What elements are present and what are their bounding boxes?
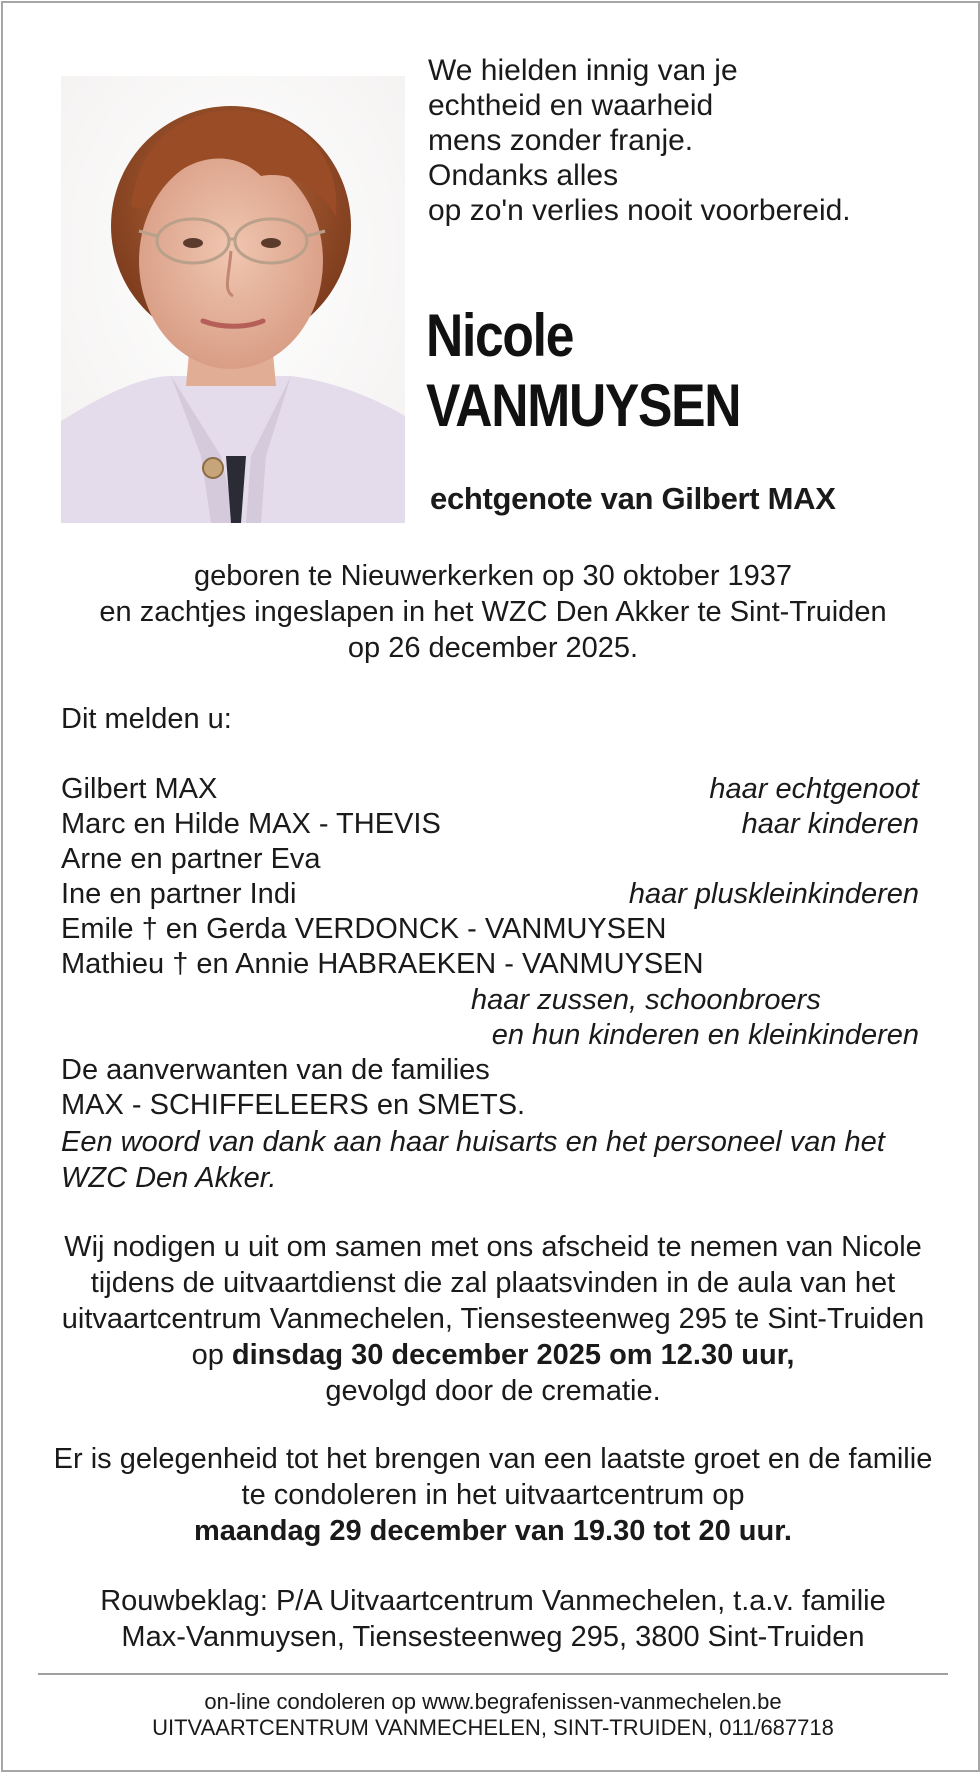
families-row <box>61 1087 919 1123</box>
relative-relation: haar kinderen <box>741 808 919 840</box>
poem-line: echtheid en waarheid <box>428 89 714 122</box>
ceremony-info <box>43 1229 943 1409</box>
siblings-relation-row <box>61 982 919 1018</box>
relative-row <box>61 911 919 947</box>
relative-name: Arne en partner Eva <box>61 843 321 875</box>
relative-row <box>61 806 919 842</box>
portrait-image <box>61 76 405 523</box>
first-name: Nicole <box>426 302 574 369</box>
poem-line: op zo'n verlies nooit voorbereid. <box>428 194 851 227</box>
deceased-name <box>426 301 740 441</box>
relative-name: Ine en partner Indi <box>61 878 297 910</box>
mourning-address <box>43 1583 943 1655</box>
ceremony-follow-up: gevolgd door de crematie. <box>325 1375 661 1407</box>
siblings-relation-row <box>61 1017 919 1053</box>
last-name: VANMUYSEN <box>426 372 741 439</box>
ceremony-text: Wij nodigen u uit om samen met ons afscheid te nemen van Nicole tijdens de uitvaartdienst die zal plaatsvinden in de aula van het uitvaartcentrum Vanmechelen, Tiensesteenweg 295 te Sint-Truiden op <box>61 1231 925 1371</box>
visitation-text: Er is gelegenheid tot het brengen van een laatste groet en de familie te condoleren in het uitvaartcentrum op <box>53 1443 933 1511</box>
footer-condolence-link[interactable]: on-line condoleren op www.begrafenissen-vanmechelen.be <box>204 1689 782 1714</box>
families-row <box>61 1052 919 1088</box>
relative-name: Mathieu † en Annie HABRAEKEN - VANMUYSEN <box>61 948 704 980</box>
footer <box>43 1689 943 1741</box>
spouse-line: echtgenote van Gilbert MAX <box>430 481 836 516</box>
relative-relation: haar pluskleinkinderen <box>628 878 919 910</box>
siblings-relation: en hun kinderen en kleinkinderen <box>491 1019 919 1051</box>
relative-row <box>61 771 919 807</box>
footer-divider <box>38 1673 948 1675</box>
mourning-line: Rouwbeklag: P/A Uitvaartcentrum Vanmechelen, t.a.v. familie <box>100 1585 886 1617</box>
relative-relation: haar echtgenoot <box>709 773 919 805</box>
announcement-intro: Dit melden u: <box>61 703 232 735</box>
relative-row <box>61 841 919 877</box>
relative-row <box>61 876 919 912</box>
families-line: De aanverwanten van de families <box>61 1054 490 1086</box>
mourning-line: Max-Vanmuysen, Tiensesteenweg 295, 3800 Sint-Truiden <box>121 1621 865 1653</box>
birth-death-info <box>43 558 943 666</box>
birth-line: geboren te Nieuwerkerken op 30 oktober 1937 <box>193 560 793 592</box>
poem <box>428 53 948 228</box>
thanks-note: Een woord van dank aan haar huisarts en het personeel van het WZC Den Akker. <box>61 1126 885 1194</box>
relative-name: Gilbert MAX <box>61 773 218 805</box>
footer-funeral-home: UITVAARTCENTRUM VANMECHELEN, SINT-TRUIDEN, 011/687718 <box>152 1715 834 1740</box>
siblings-relation: haar zussen, schoonbroers <box>471 984 821 1016</box>
visitation-info <box>43 1441 943 1549</box>
death-line: en zachtjes ingeslapen in het WZC Den Akker te Sint-Truiden <box>99 596 887 628</box>
families-line: MAX - SCHIFFELEERS en SMETS. <box>61 1089 526 1121</box>
visitation-date-time: maandag 29 december van 19.30 tot 20 uur. <box>194 1515 792 1547</box>
relative-name: Marc en Hilde MAX - THEVIS <box>61 808 441 840</box>
relative-row <box>61 946 919 982</box>
relative-name: Emile † en Gerda VERDONCK - VANMUYSEN <box>61 913 667 945</box>
poem-line: Ondanks alles <box>428 159 619 192</box>
poem-line: mens zonder franje. <box>428 124 694 157</box>
poem-line: We hielden innig van je <box>428 54 738 87</box>
death-date-line: op 26 december 2025. <box>347 632 639 664</box>
portrait-photo <box>61 76 405 523</box>
obituary-card <box>1 1 980 1772</box>
ceremony-date-time: dinsdag 30 december 2025 om 12.30 uur, <box>231 1339 795 1371</box>
